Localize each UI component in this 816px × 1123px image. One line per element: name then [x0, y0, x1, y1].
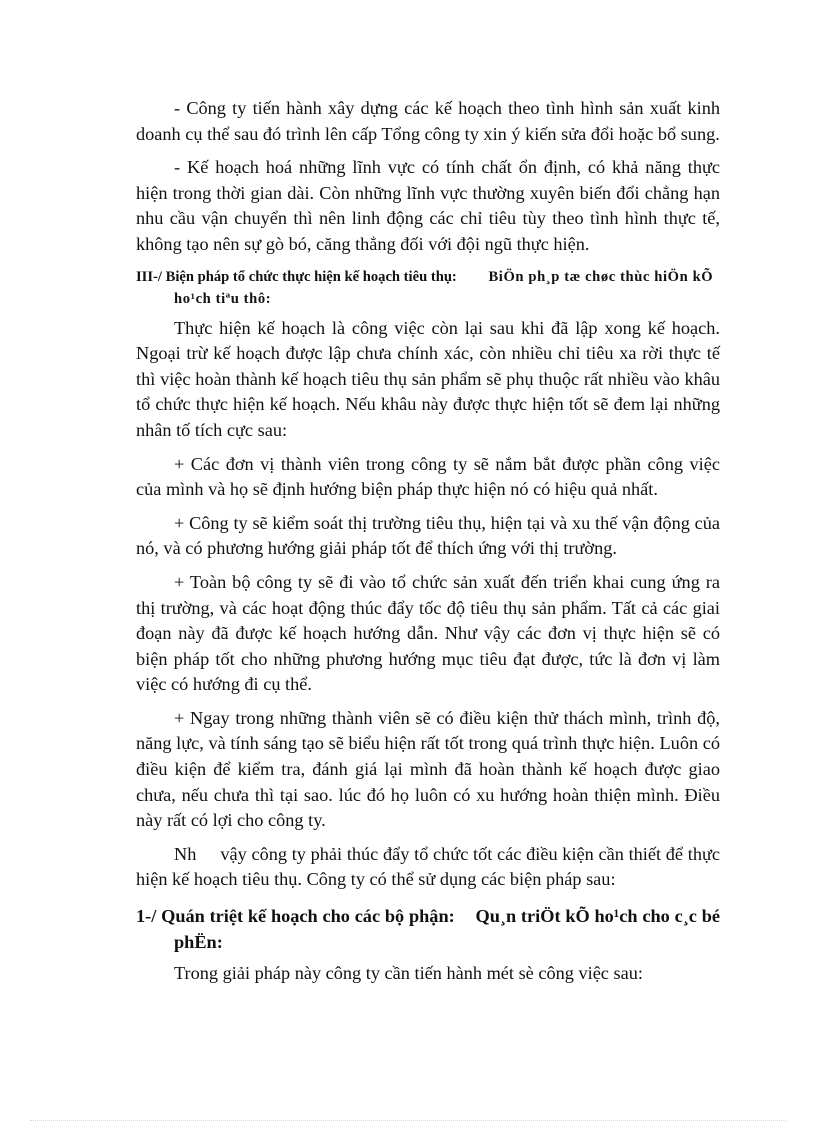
paragraph: Trong giải pháp này công ty cần tiến hành mét sè công việc sau:: [174, 963, 643, 984]
section-heading-1: [136, 903, 720, 955]
section-title: Biện pháp tổ chức thực hiện kế hoạch tiêu thụ:: [165, 268, 457, 285]
paragraph: - Công ty tiến hành xây dựng các kế hoạch theo tình hình sản xuất kinh doanh cụ thể sau đó trình lên cấp Tổng công ty xin ý kiến sửa đổi hoặc bổ sung.: [136, 98, 720, 144]
paragraph: + Các đơn vị thành viên trong công ty sẽ nắm bắt được phần công việc của mình và họ sẽ định hướng biện pháp thực hiện nó có hiệu quả nhất.: [136, 453, 720, 500]
section-number: 1-/: [136, 906, 157, 927]
paragraph: + Toàn bộ công ty sẽ đi vào tổ chức sản xuất đến triển khai cung ứng ra thị trường, và các hoạt động thúc đẩy tốc độ tiêu thụ sản phẩm. Tất cả các giai đoạn này đã được kế hoạch hướng dẫn. Như vậy các đơn vị thực hiện sẽ có biện pháp tốt cho những phương hướng mục tiêu đạt được, tức là đơn vị làm việc có hướng đi cụ thể.: [136, 571, 720, 695]
section-title-garbled: Qu¸n triÖt kÕ ho¹ch cho c¸c bé phËn:: [174, 906, 720, 953]
paragraph: - Kế hoạch hoá những lĩnh vực có tính chất ổn định, có khả năng thực hiện trong thời gian dài. Còn những lĩnh vực thường xuyên biến đổi chẳng hạn nhu cầu vận chuyển thì nên linh động các chỉ tiêu tùy theo tình hình thực tế, không tạo nên sự gò bó, căng thẳng đối với đội ngũ thực hiện.: [136, 157, 720, 254]
paragraph: + Công ty sẽ kiểm soát thị trường tiêu thụ, hiện tại và xu thế vận động của nó, và có phương hướng giải pháp tốt để thích ứng với thị trường.: [136, 512, 720, 559]
paragraph: Thực hiện kế hoạch là công việc còn lại sau khi đã lập xong kế hoạch. Ngoại trừ kế hoạch được lập chưa chính xác, còn nhiều chỉ tiêu xa rời thực tế thì việc hoàn thành kế hoạch tiêu thụ sản phẩm sẽ phụ thuộc rất nhiều vào khâu tổ chức thực hiện kế hoạch. Nếu khâu này được thực hiện tốt sẽ đem lại những nhân tố tích cực sau:: [136, 317, 720, 440]
paragraph-lead: Nh: [174, 843, 197, 864]
section-title-garbled: BiÖn ph¸p tæ chøc thùc hiÖn kÕ ho¹ch tiªu thô:: [174, 268, 714, 307]
section-title: Quán triệt kế hoạch cho các bộ phận:: [161, 906, 455, 927]
paragraph-rest: vậy công ty phải thúc đẩy tổ chức tốt các điều kiện cần thiết để thực hiện kế hoạch tiêu thụ. Công ty có thể sử dụng các biện pháp sau:: [136, 843, 720, 890]
page-bottom-border: [30, 1120, 786, 1121]
section-heading-3: [136, 266, 720, 310]
document-page: [136, 96, 720, 995]
paragraph: + Ngay trong những thành viên sẽ có điều kiện thử thách mình, trình độ, năng lực, và tính sáng tạo sẽ biểu hiện rất tốt trong quá trình thực hiện. Luôn có điều kiện để kiểm tra, đánh giá lại mình đã hoàn thành kế hoạch được giao chưa, nếu chưa thì tại sao. lúc đó họ luôn có xu hướng hoàn thiện mình. Điều này rất có lợi cho công ty.: [136, 707, 720, 831]
paragraph: [136, 842, 720, 893]
section-number: III-/: [136, 268, 162, 285]
